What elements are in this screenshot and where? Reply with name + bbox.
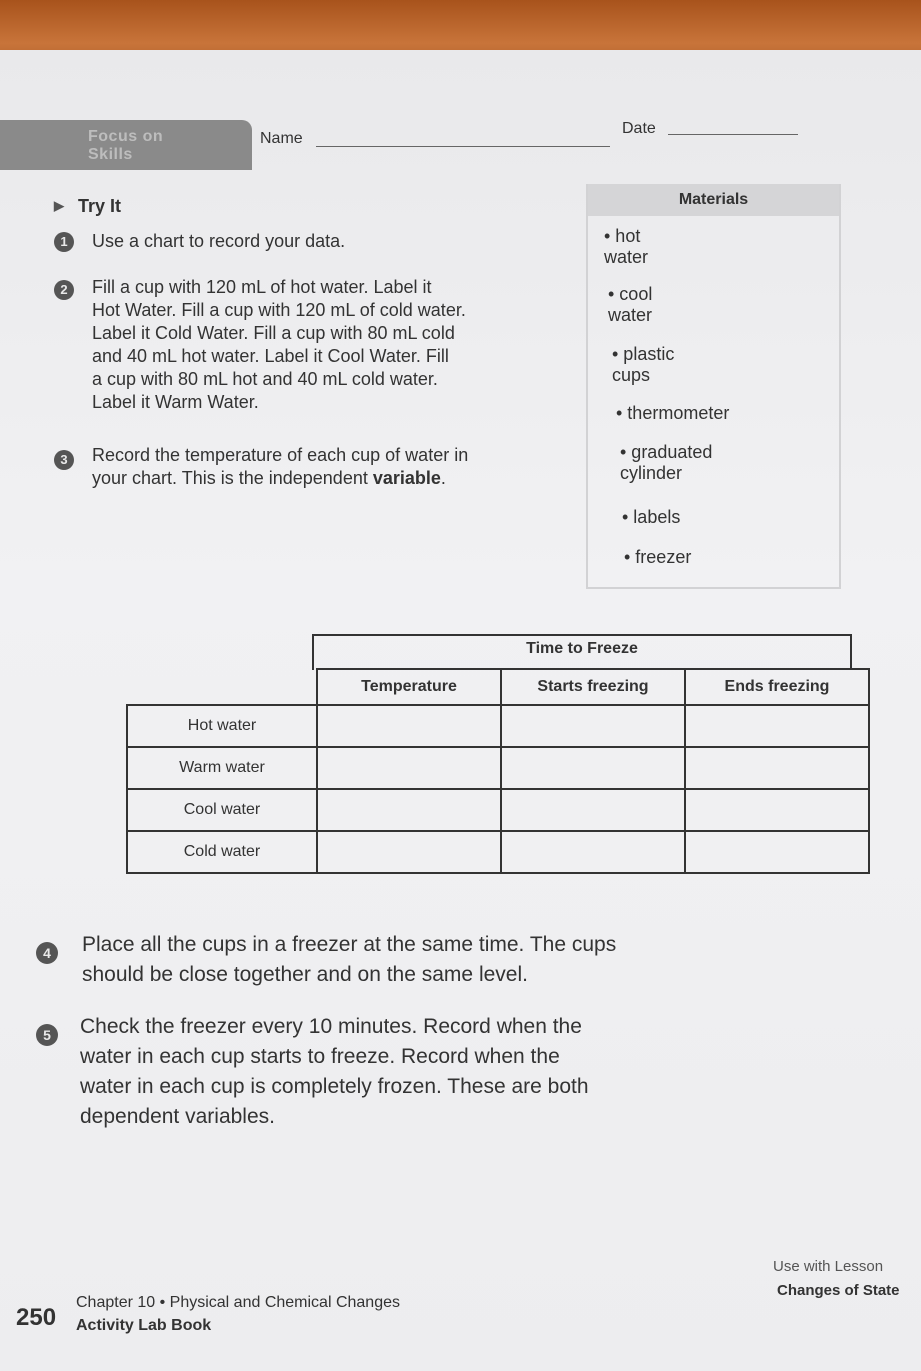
date-label: Date	[622, 120, 656, 137]
step-3-text: Record the temperature of each cup of water in your chart. This is the independent variable.	[92, 445, 469, 488]
page-number: 250	[16, 1304, 57, 1331]
triangle-arrow-icon: ▶	[54, 198, 64, 213]
name-label: Name	[260, 130, 303, 147]
name-field-line[interactable]	[316, 146, 610, 147]
materials-box	[586, 184, 841, 589]
row-label-hot-water: Hot water	[127, 705, 317, 747]
step-2-number: 2	[54, 280, 74, 300]
variable-term: variable	[372, 468, 441, 488]
lesson-title: Changes of State	[777, 1282, 900, 1299]
table-row	[127, 705, 869, 747]
step-4-text: Place all the cups in a freezer at the same time. The cups should be close together and on the same level.	[82, 933, 617, 986]
materials-title: Materials	[588, 184, 839, 216]
table-cell[interactable]	[317, 831, 501, 873]
table-cell[interactable]	[685, 747, 869, 789]
table-cell[interactable]	[501, 789, 685, 831]
column-header-starts-freezing: Starts freezing	[501, 669, 685, 705]
material-item: • thermometer	[616, 403, 730, 423]
step-1-text: Use a chart to record your data.	[92, 231, 346, 251]
step-3-number: 3	[54, 450, 74, 470]
table-row	[127, 789, 869, 831]
step-4-number: 4	[36, 942, 58, 964]
step-5-number: 5	[36, 1024, 58, 1046]
row-label-cold-water: Cold water	[127, 831, 317, 873]
chapter-title: Chapter 10 • Physical and Chemical Changes	[76, 1294, 400, 1311]
date-field-line[interactable]	[668, 134, 798, 135]
table-cell[interactable]	[317, 789, 501, 831]
column-header-ends-freezing: Ends freezing	[685, 669, 869, 705]
focus-on-skills-badge: Focus on Skills	[0, 120, 252, 170]
step-1-number: 1	[54, 232, 74, 252]
row-label-warm-water: Warm water	[127, 747, 317, 789]
section-title: ▶ Try It	[54, 196, 122, 216]
row-label-cool-water: Cool water	[127, 789, 317, 831]
table-cell[interactable]	[317, 705, 501, 747]
table-row	[127, 831, 869, 873]
table-cell[interactable]	[685, 789, 869, 831]
table-row	[127, 747, 869, 789]
table-cell[interactable]	[685, 831, 869, 873]
step-2-text: Fill a cup with 120 mL of hot water. Label it Hot Water. Fill a cup with 120 mL of cold water. Label it Cold Water. Fill a cup with 80 mL cold and 40 mL hot water. Label it Cool Water. Fill a cup with 80 mL hot and 40 mL cold water. Label it Warm Water.	[92, 277, 466, 412]
table-cell[interactable]	[501, 705, 685, 747]
time-to-freeze-header: Time to Freeze	[312, 634, 852, 670]
table-cell[interactable]	[501, 747, 685, 789]
material-item: • freezer	[624, 547, 692, 567]
material-item: • plastic cups	[612, 344, 675, 385]
material-item: • hot water	[604, 226, 649, 267]
material-item: • cool water	[608, 284, 653, 325]
material-item: • labels	[622, 507, 681, 527]
data-chart	[126, 668, 870, 874]
step-5-text: Check the freezer every 10 minutes. Record when the water in each cup starts to freeze. Record when the water in each cup is completely frozen. These are both dependent variables.	[80, 1015, 589, 1128]
column-header-temperature: Temperature	[317, 669, 501, 705]
book-title: Activity Lab Book	[76, 1317, 212, 1334]
material-item: • graduated cylinder	[620, 442, 713, 483]
table-cell[interactable]	[501, 831, 685, 873]
table-cell[interactable]	[685, 705, 869, 747]
lesson-reference: Use with Lesson	[773, 1258, 884, 1275]
table-cell[interactable]	[317, 747, 501, 789]
